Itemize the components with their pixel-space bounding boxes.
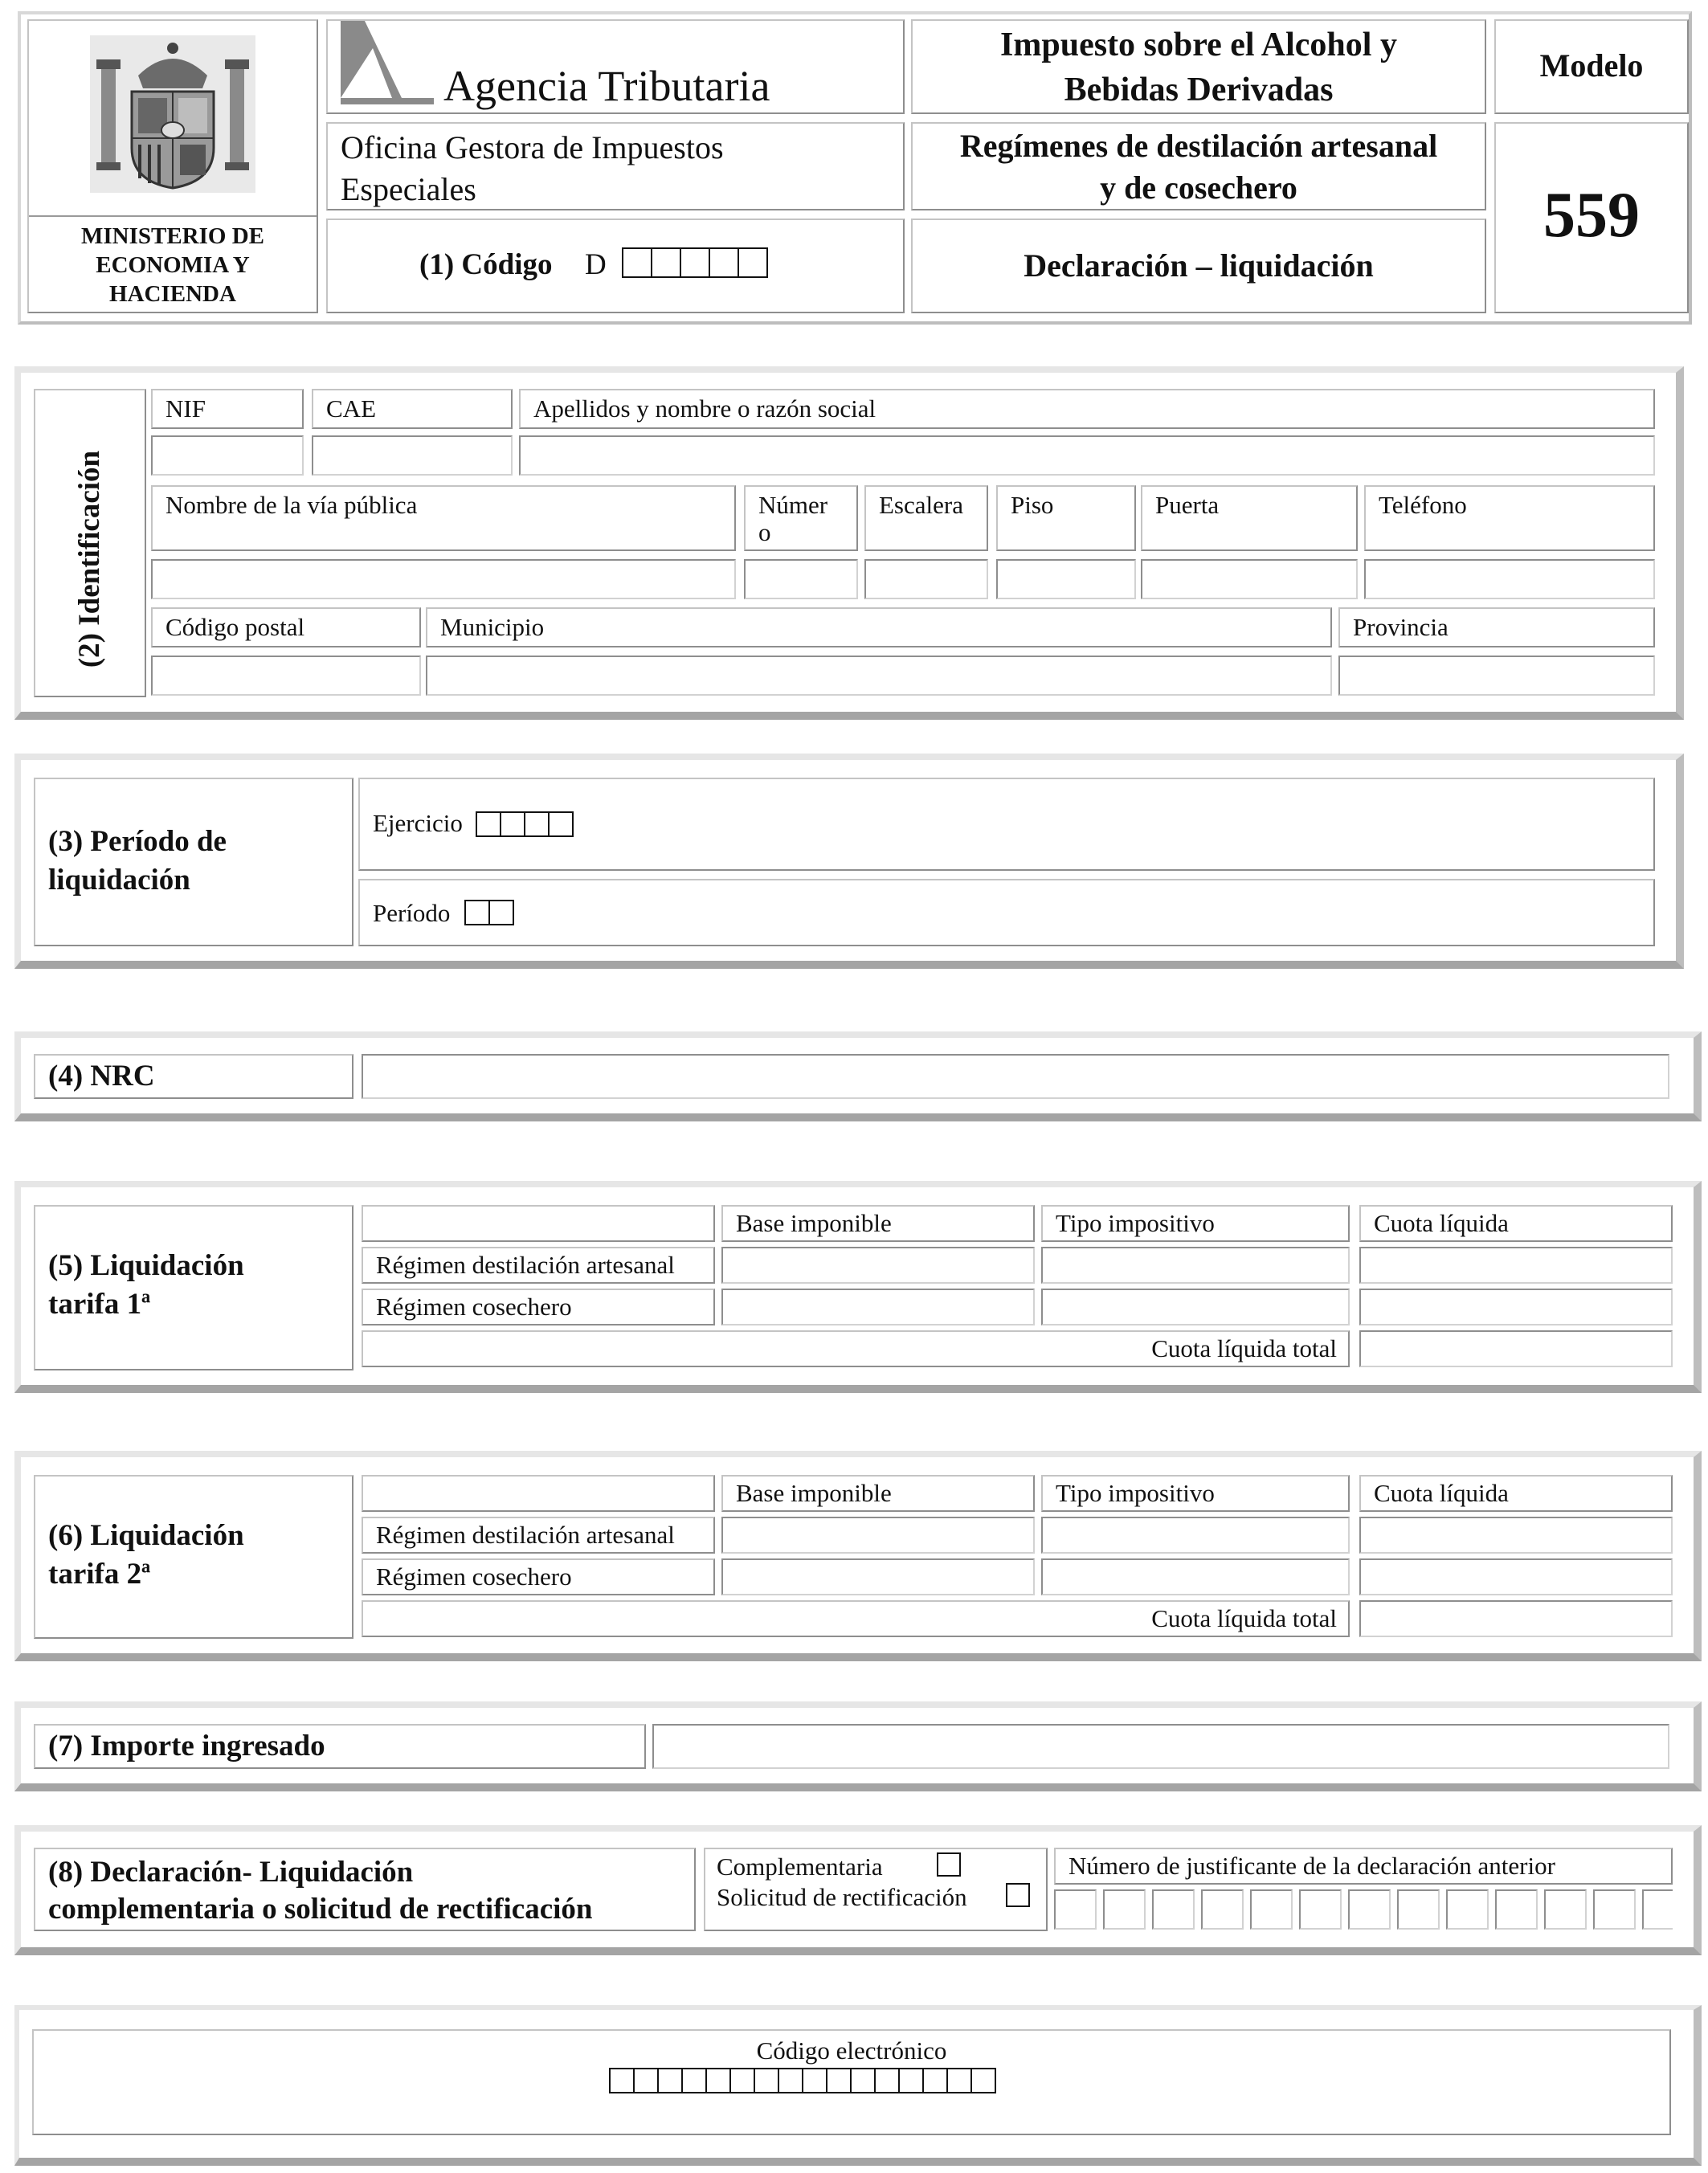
electronic-digit-box[interactable] [898,2068,924,2093]
period-label: Período [373,899,451,927]
electronic-boxes [609,2068,996,2093]
tariff1-total-label: Cuota líquida total [1151,1334,1337,1362]
option-rectification-label: Solicitud de rectificación [717,1883,967,1911]
tariff2-harvester-type[interactable] [1041,1558,1350,1595]
tariff1-col-type: Tipo impositivo [1041,1205,1350,1242]
previous-digit-box[interactable] [1593,1889,1636,1930]
code-digit-box[interactable] [680,247,710,278]
code-boxes [622,247,768,278]
previous-digit-box[interactable] [1348,1889,1391,1930]
tariff2-artisan-base[interactable] [721,1517,1035,1554]
previous-digit-box[interactable] [1054,1889,1097,1930]
phone-field[interactable] [1364,559,1655,599]
nrc-field[interactable] [362,1054,1669,1099]
tariff1-harvester-quota[interactable] [1359,1289,1673,1325]
electronic-digit-box[interactable] [705,2068,731,2093]
tariff1-col-base: Base imponible [721,1205,1035,1242]
number-field[interactable] [744,559,858,599]
paid-title: (7) Importe ingresado [48,1730,325,1762]
electronic-digit-box[interactable] [681,2068,707,2093]
nif-label: NIF [151,389,304,429]
street-field[interactable] [151,559,736,599]
tariff1-harvester-base[interactable] [721,1289,1035,1325]
tariff2-col-type: Tipo impositivo [1041,1475,1350,1512]
period-boxes [464,900,514,925]
previous-digit-box[interactable] [1152,1889,1195,1930]
year-digit-box[interactable] [524,811,550,837]
street-label: Nombre de la vía pública [151,485,736,551]
province-field[interactable] [1338,656,1655,696]
period-digit-box[interactable] [488,900,514,925]
identification-title: (2) Identificación [73,450,106,668]
modelo-label: Modelo [1539,47,1644,84]
tariff2-total-label: Cuota líquida total [1151,1604,1337,1632]
code-digit-box[interactable] [622,247,652,278]
option-complementary-checkbox[interactable] [937,1852,961,1877]
year-boxes [476,811,574,837]
paid-field[interactable] [652,1724,1669,1769]
previous-digit-box[interactable] [1446,1889,1489,1930]
code-digit-box[interactable] [709,247,739,278]
previous-digit-box[interactable] [1642,1889,1673,1930]
agency-logo-icon [341,21,434,104]
electronic-digit-box[interactable] [970,2068,996,2093]
electronic-digit-box[interactable] [609,2068,635,2093]
previous-digit-box[interactable] [1299,1889,1342,1930]
nif-field[interactable] [151,435,304,476]
tariff2-harvester-quota[interactable] [1359,1558,1673,1595]
town-label: Municipio [426,607,1332,647]
tax-title: Impuesto sobre el Alcohol y Bebidas Derivadas [1000,27,1397,108]
town-field[interactable] [426,656,1332,696]
tariff2-corner [362,1475,715,1512]
tariff2-col-base: Base imponible [721,1475,1035,1512]
tariff1-artisan-quota[interactable] [1359,1247,1673,1284]
office-name: Oficina Gestora de Impuestos Especiales [341,129,724,207]
option-rectification-checkbox[interactable] [1006,1883,1030,1907]
tariff1-total-field[interactable] [1359,1330,1673,1367]
electronic-digit-box[interactable] [633,2068,659,2093]
stair-label: Escalera [864,485,988,551]
door-label: Puerta [1141,485,1358,551]
floor-field[interactable] [996,559,1136,599]
ministry-separator [29,215,317,217]
previous-digit-box[interactable] [1250,1889,1293,1930]
tariff1-title: (5) Liquidación tarifa 1ª [48,1249,244,1321]
complementary-title-1: (8) Declaración- Liquidación [48,1856,414,1889]
electronic-digit-box[interactable] [778,2068,803,2093]
postal-label: Código postal [151,607,421,647]
electronic-digit-box[interactable] [802,2068,827,2093]
number-label: Númer o [744,485,858,551]
cae-field[interactable] [312,435,513,476]
code-cell [326,219,905,313]
period-digit-box[interactable] [464,900,490,925]
cae-label: CAE [312,389,513,429]
tariff2-row-harvester: Régimen cosechero [362,1558,715,1595]
electronic-digit-box[interactable] [826,2068,852,2093]
tariff2-title: (6) Liquidación tarifa 2ª [48,1519,244,1591]
electronic-digit-box[interactable] [754,2068,779,2093]
year-digit-box[interactable] [500,811,525,837]
tariff1-col-quota: Cuota líquida [1359,1205,1673,1242]
ministry-name: MINISTERIO DE ECONOMIA Y HACIENDA [80,223,265,307]
year-label: Ejercicio [373,809,463,837]
code-digit-box[interactable] [651,247,681,278]
code-prefix: D [585,248,607,281]
tariff1-row-harvester: Régimen cosechero [362,1289,715,1325]
postal-field[interactable] [151,656,421,696]
door-field[interactable] [1141,559,1358,599]
tariff2-artisan-quota[interactable] [1359,1517,1673,1554]
code-label: (1) Código [419,248,553,281]
code-digit-box[interactable] [738,247,768,278]
floor-label: Piso [996,485,1136,551]
electronic-digit-box[interactable] [874,2068,900,2093]
electronic-digit-box[interactable] [850,2068,876,2093]
coat-of-arms-icon [90,35,255,193]
tariff2-artisan-type[interactable] [1041,1517,1350,1554]
nrc-title: (4) NRC [48,1060,155,1093]
tariff1-row-artisan: Régimen destilación artesanal [362,1247,715,1284]
year-digit-box[interactable] [476,811,501,837]
previous-number-boxes [1054,1889,1673,1931]
previous-digit-box[interactable] [1544,1889,1587,1930]
phone-label: Teléfono [1364,485,1655,551]
tariff1-corner [362,1205,715,1242]
electronic-digit-box[interactable] [729,2068,755,2093]
stair-field[interactable] [864,559,988,599]
tariff1-artisan-base[interactable] [721,1247,1035,1284]
previous-digit-box[interactable] [1495,1889,1538,1930]
year-digit-box[interactable] [548,811,574,837]
tariff2-harvester-base[interactable] [721,1558,1035,1595]
electronic-digit-box[interactable] [922,2068,948,2093]
agency-name: Agencia Tributaria [443,62,770,110]
tariff2-row-artisan: Régimen destilación artesanal [362,1517,715,1554]
doc-type: Declaración – liquidación [1024,247,1374,284]
tariff2-total-field[interactable] [1359,1600,1673,1637]
electronic-digit-box[interactable] [657,2068,683,2093]
previous-digit-box[interactable] [1103,1889,1146,1930]
modelo-number: 559 [1543,180,1640,251]
regimes-title: Regímenes de destilación artesanal y de cosechero [959,128,1438,206]
name-label: Apellidos y nombre o razón social [519,389,1655,429]
period-title: (3) Período de liquidación [48,825,227,897]
complementary-title-2: complementaria o solicitud de rectificación [48,1893,593,1926]
tariff1-harvester-type[interactable] [1041,1289,1350,1325]
name-field[interactable] [519,435,1655,476]
tariff2-col-quota: Cuota líquida [1359,1475,1673,1512]
previous-digit-box[interactable] [1397,1889,1440,1930]
period-cell [358,879,1655,946]
option-complementary-label: Complementaria [717,1852,883,1881]
previous-label: Número de justificante de la declaración anterior [1054,1848,1673,1885]
province-label: Provincia [1338,607,1655,647]
electronic-digit-box[interactable] [946,2068,972,2093]
previous-digit-box[interactable] [1201,1889,1244,1930]
tariff1-artisan-type[interactable] [1041,1247,1350,1284]
electronic-label: Código electrónico [756,2036,947,2065]
